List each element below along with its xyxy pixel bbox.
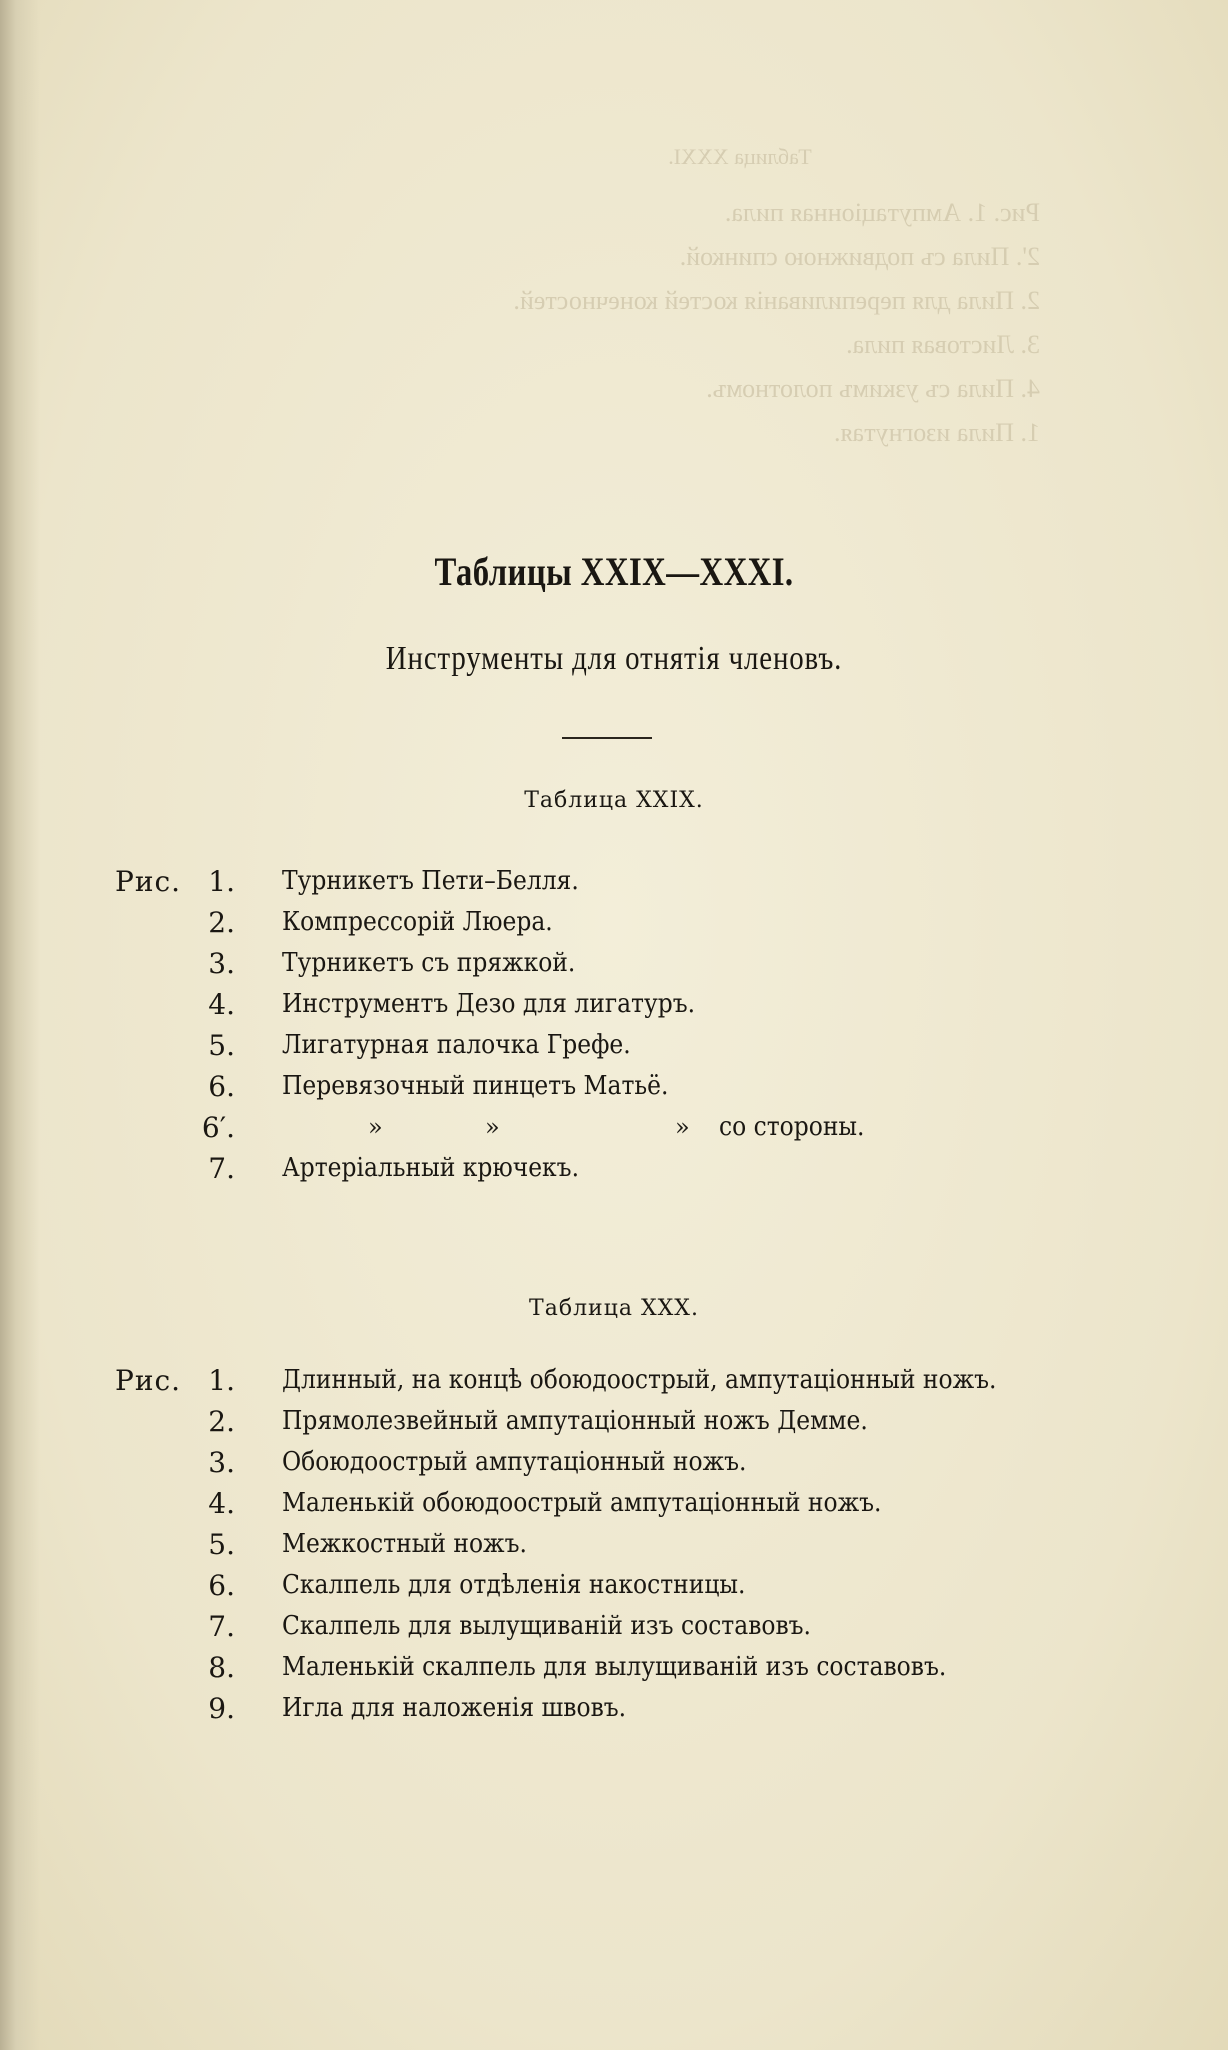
- figure-caption: Артеріальный крючекъ.: [282, 1153, 580, 1183]
- figure-caption: Прямолезвейный ампутаціонный ножъ Демме.: [282, 1406, 868, 1436]
- figure-number: 2.: [208, 1405, 235, 1438]
- figure-caption: Инструментъ Дезо для лигатуръ.: [282, 989, 696, 1019]
- figure-caption: Скалпель для вылущиваній изъ составовъ.: [282, 1611, 811, 1641]
- ditto-mark: »: [485, 1113, 500, 1141]
- figure-entry: [0, 1524, 1228, 1565]
- figure-number: 5.: [208, 1029, 235, 1062]
- bleed-through-line: 3. Листовая пила.: [846, 330, 1040, 359]
- figure-entry: [0, 1606, 1228, 1647]
- figure-number: 4.: [208, 988, 235, 1021]
- figure-number: 6.: [208, 1569, 235, 1602]
- page-subtitle: Инструменты для отнятія членовъ.: [385, 640, 843, 677]
- table-29-heading: Таблица XXIX.: [524, 788, 704, 813]
- figure-caption: Маленькій обоюдоострый ампутаціонный ножъ.: [282, 1488, 882, 1518]
- figure-number: 3.: [208, 1446, 235, 1479]
- figure-entry: [0, 1066, 1228, 1107]
- bleed-through-line: 2'. Пила съ подвижною спинкой.: [679, 242, 1040, 271]
- bleed-through-heading: Таблица XXXI.: [668, 144, 812, 169]
- figure-caption: Турникетъ Пети–Белля.: [282, 866, 579, 896]
- figure-caption: Маленькій скалпель для вылущиваній изъ составовъ.: [282, 1652, 947, 1682]
- table-30-figure-list: [0, 1360, 1228, 1729]
- figure-entry: [0, 1688, 1228, 1729]
- figure-entry: [0, 902, 1228, 943]
- page-title: Таблицы XXIX—XXXI.: [434, 549, 794, 594]
- table-29-figure-list: [0, 861, 1228, 1189]
- figure-caption: со стороны.: [719, 1112, 865, 1142]
- figure-prefix: Рис.: [115, 865, 182, 898]
- section-divider: [562, 737, 652, 739]
- bleed-through-text: [440, 135, 1040, 455]
- ditto-mark: »: [368, 1113, 383, 1141]
- figure-entry: [0, 1442, 1228, 1483]
- figure-number: 6′.: [201, 1111, 235, 1144]
- figure-entry: [0, 1148, 1228, 1189]
- figure-number: 5.: [208, 1528, 235, 1561]
- figure-entry: [0, 943, 1228, 984]
- figure-entry: [0, 984, 1228, 1025]
- figure-entry: [0, 1565, 1228, 1606]
- figure-number: 3.: [208, 947, 235, 980]
- figure-caption: Перевязочный пинцетъ Матьё.: [282, 1071, 669, 1101]
- figure-entry: [0, 1483, 1228, 1524]
- figure-number: 9.: [208, 1692, 235, 1725]
- figure-entry: [0, 1107, 1228, 1148]
- figure-caption: Компрессорій Люера.: [282, 907, 553, 937]
- figure-number: 7.: [208, 1152, 235, 1185]
- figure-number: 1.: [208, 1364, 235, 1397]
- figure-caption: Обоюдоострый ампутаціонный ножъ.: [282, 1447, 747, 1477]
- figure-entry: [0, 1647, 1228, 1688]
- figure-number: 7.: [208, 1610, 235, 1643]
- figure-number: 1.: [208, 865, 235, 898]
- figure-caption: Турникетъ съ пряжкой.: [282, 948, 576, 978]
- figure-number: 4.: [208, 1487, 235, 1520]
- figure-entry: [0, 1025, 1228, 1066]
- bleed-through-line: Рис. 1. Ампутаціонная пила.: [724, 198, 1040, 227]
- figure-prefix: Рис.: [115, 1364, 182, 1397]
- bleed-through-line: 1. Пила изогнутая.: [834, 418, 1040, 447]
- figure-caption: Игла для наложенія швовъ.: [282, 1693, 627, 1723]
- figure-caption: Скалпель для отдѣленія накостницы.: [282, 1570, 746, 1600]
- figure-caption: Длинный, на концѣ обоюдоострый, ампутаціонный ножъ.: [282, 1365, 997, 1395]
- figure-entry: [0, 861, 1228, 902]
- figure-entry: [0, 1401, 1228, 1442]
- table-30-heading: Таблица XXX.: [529, 1296, 699, 1321]
- ditto-mark: »: [675, 1113, 690, 1141]
- figure-caption: Межкостный ножъ.: [282, 1529, 527, 1559]
- figure-number: 8.: [208, 1651, 235, 1684]
- bleed-through-line: 4. Пила съ узкимъ полотномъ.: [706, 374, 1040, 403]
- figure-number: 2.: [208, 906, 235, 939]
- figure-caption: Лигатурная палочка Грефе.: [282, 1030, 631, 1060]
- figure-entry: [0, 1360, 1228, 1401]
- figure-number: 6.: [208, 1070, 235, 1103]
- bleed-through-line: 2. Пила для перепиливанія костей конечностей.: [513, 286, 1040, 315]
